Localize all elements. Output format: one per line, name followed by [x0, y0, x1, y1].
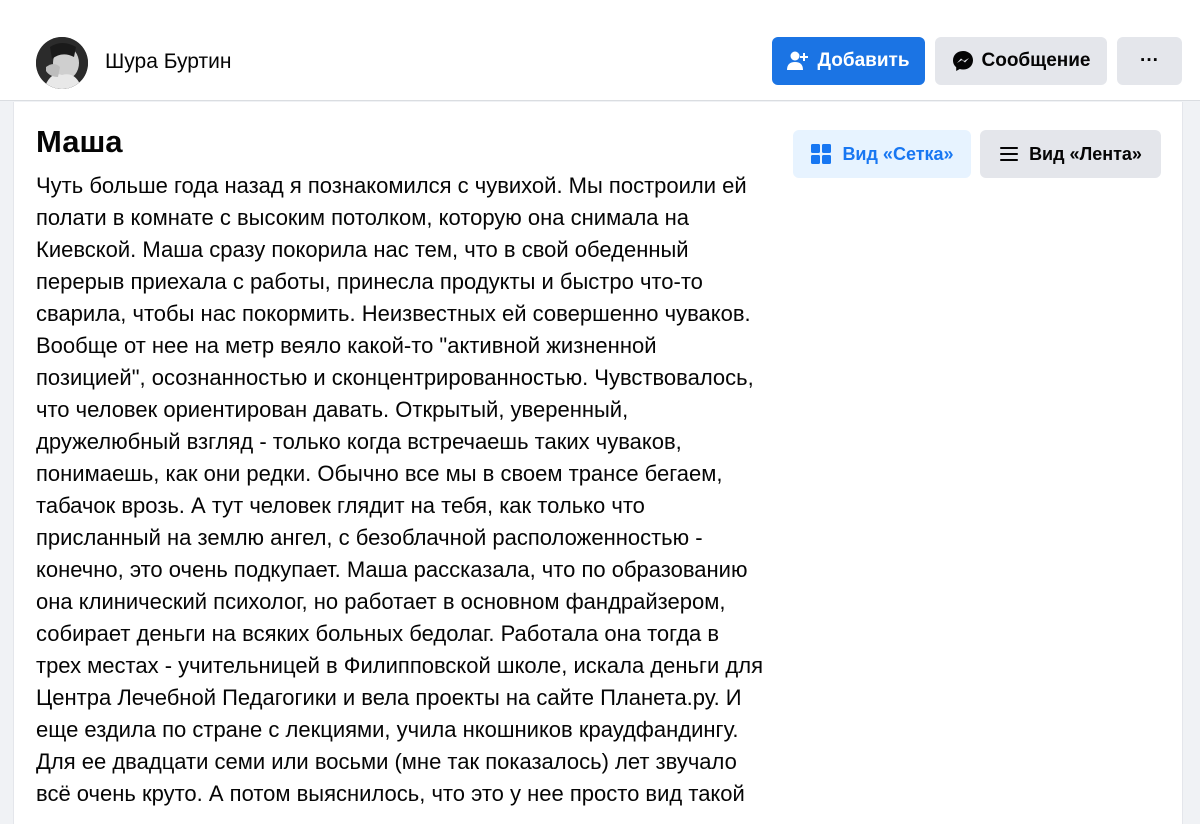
post-line: дружелюбный взгляд - только когда встречаешь таких чуваков,: [36, 429, 682, 454]
list-icon: [999, 145, 1019, 163]
post-line: присланный на землю ангел, с безоблачной расположенностью -: [36, 525, 703, 550]
grid-view-label: Вид «Сетка»: [842, 143, 954, 164]
list-view-button[interactable]: [980, 130, 1161, 178]
post-line: что человек ориентирован давать. Открытый, уверенный,: [36, 397, 629, 422]
add-friend-icon: [787, 50, 809, 72]
grid-view-button[interactable]: [793, 130, 971, 178]
avatar-photo: [36, 37, 88, 89]
post-line: табачок врозь. А тут человек глядит на тебя, как только что: [36, 493, 645, 518]
post-line: Вообще от нее на метр веяло какой-то "активной жизненной: [36, 333, 657, 358]
message-label: Сообщение: [981, 50, 1091, 71]
post-title: Маша: [36, 124, 123, 159]
post-line: полати в комнате с высоким потолком, которую она снимала на: [36, 205, 690, 230]
post-line: трех местах - учительницей в Филипповской школе, искала деньги для: [36, 653, 763, 678]
post-line: Киевской. Маша сразу покорила нас тем, что в свой обеденный: [36, 237, 689, 262]
more-icon: ···: [1140, 50, 1159, 71]
add-friend-label: Добавить: [817, 50, 910, 71]
post-line: сварила, чтобы нас покормить. Неизвестных ей совершенно чуваков.: [36, 301, 751, 326]
post-line: перерыв приехала с работы, принесла продукты и быстро что-то: [36, 269, 703, 294]
more-options-button[interactable]: [1117, 37, 1182, 85]
list-view-label: Вид «Лента»: [1029, 143, 1142, 164]
post-line: Центра Лечебной Педагогики и вела проекты на сайте Планета.ру. И: [36, 685, 742, 710]
profile-name[interactable]: Шура Буртин: [105, 50, 232, 73]
post-line: позицией", осознанностью и сконцентрированностью. Чувствовалось,: [36, 365, 754, 390]
messenger-icon: [952, 50, 974, 72]
avatar[interactable]: [36, 37, 88, 89]
post-line: она клинический психолог, но работает в основном фандрайзером,: [36, 589, 726, 614]
grid-icon: [810, 143, 832, 165]
post-line: Чуть больше года назад я познакомился с чувихой. Мы построили ей: [36, 173, 747, 198]
post-line: понимаешь, как они редки. Обычно все мы в своем трансе бегаем,: [36, 461, 723, 486]
post-container: [13, 102, 1183, 824]
post-line: еще ездила по стране с лекциями, учила нкошников краудфандингу.: [36, 717, 739, 742]
post-line: собирает деньги на всяких больных бедолаг. Работала она тогда в: [36, 621, 720, 646]
post-body: [36, 170, 788, 810]
post-line: всё очень круто. А потом выяснилось, что это у нее просто вид такой: [36, 781, 745, 806]
add-friend-button[interactable]: [772, 37, 925, 85]
post-line: конечно, это очень подкупает. Маша рассказала, что по образованию: [36, 557, 748, 582]
profile-header: [0, 0, 1200, 101]
post-line: Для ее двадцати семи или восьми (мне так показалось) лет звучало: [36, 749, 737, 774]
message-button[interactable]: [935, 37, 1107, 85]
